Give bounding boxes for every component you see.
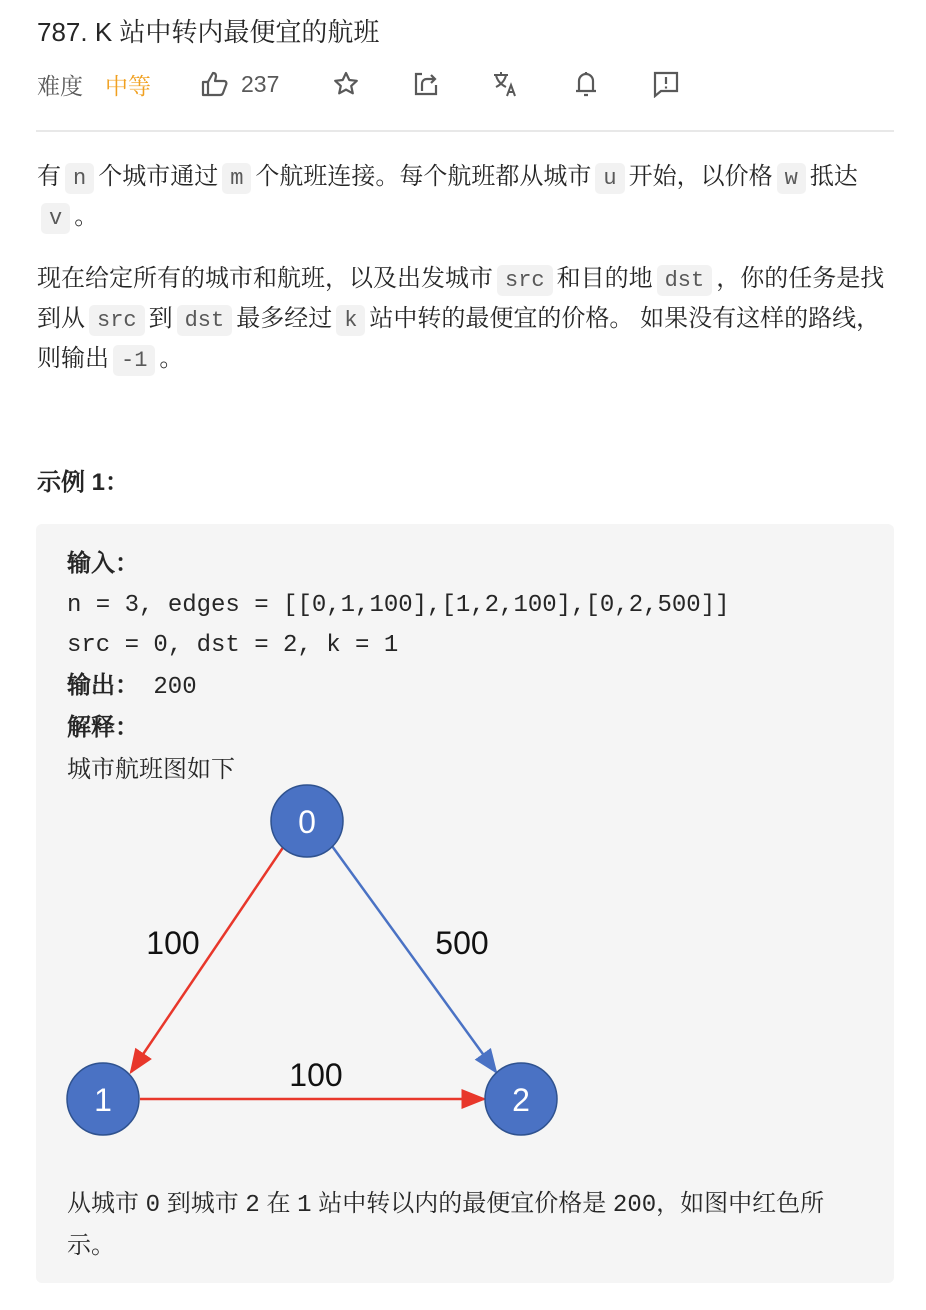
problem-title: 787. K 站中转内最便宜的航班: [37, 17, 380, 47]
text: 和目的地: [556, 265, 653, 292]
explain-text: 城市航班图如下: [67, 756, 235, 783]
node-label: 2: [512, 1082, 530, 1118]
text: 到城市: [160, 1190, 246, 1217]
inline-code: dst: [657, 265, 713, 296]
text: 0: [145, 1192, 161, 1219]
inline-code: k: [336, 305, 365, 336]
example-title: 示例 1：: [37, 469, 130, 496]
text: ，如图中红色所示。: [67, 1190, 825, 1259]
output-label: 输出：: [67, 672, 139, 699]
difficulty-label: 难度: [37, 72, 83, 99]
inline-code: v: [41, 203, 70, 234]
inline-code: src: [497, 265, 553, 296]
inline-code: src: [89, 305, 145, 336]
input-label: 输入：: [67, 550, 139, 577]
difficulty-badge: 中等: [105, 72, 151, 99]
inline-code: n: [65, 163, 94, 194]
text: 抵达: [809, 163, 858, 190]
text: ，你的任务是找到从: [37, 265, 885, 332]
input-line-2: src = 0, dst = 2, k = 1: [67, 632, 399, 659]
text: 从城市: [67, 1190, 146, 1217]
text: 开始，以价格: [628, 163, 773, 190]
text: 有: [37, 163, 61, 190]
inline-code: u: [595, 163, 624, 194]
text: 站中转的最便宜的价格。 如果没有这样的路线，则输出: [37, 305, 881, 372]
node-2: [485, 1063, 557, 1135]
inline-code: -1: [113, 345, 155, 376]
edge-label-0-1: 100: [146, 925, 200, 961]
text: 。: [159, 345, 184, 372]
node-0: [271, 785, 343, 857]
inline-code: dst: [177, 305, 233, 336]
inline-code: m: [222, 163, 251, 194]
text: 个航班连接。每个航班都从城市: [255, 163, 592, 190]
inline-code: w: [777, 163, 806, 194]
node-label: 1: [94, 1082, 112, 1118]
explain-label: 解释：: [67, 714, 139, 741]
text: 200: [612, 1192, 657, 1219]
text: 现在给定所有的城市和航班，以及出发城市: [37, 265, 493, 292]
text: 最多经过: [236, 305, 333, 332]
input-line-1: n = 3, edges = [[0,1,100],[1,2,100],[0,2,500]]: [67, 592, 730, 619]
node-label: 0: [298, 804, 316, 840]
node-1: [67, 1063, 139, 1135]
text: 个城市通过: [98, 163, 219, 190]
text: 1: [297, 1192, 312, 1219]
edge-label-0-2: 500: [435, 925, 489, 961]
like-count: 237: [241, 70, 280, 97]
text: 在: [259, 1190, 298, 1217]
output-value: 200: [139, 674, 197, 701]
edge-label-1-2: 100: [289, 1057, 343, 1093]
text: 2: [245, 1192, 260, 1219]
text: 到: [148, 305, 173, 332]
text: 站中转以内的最便宜价格是: [311, 1190, 613, 1217]
text: 。: [74, 203, 99, 230]
